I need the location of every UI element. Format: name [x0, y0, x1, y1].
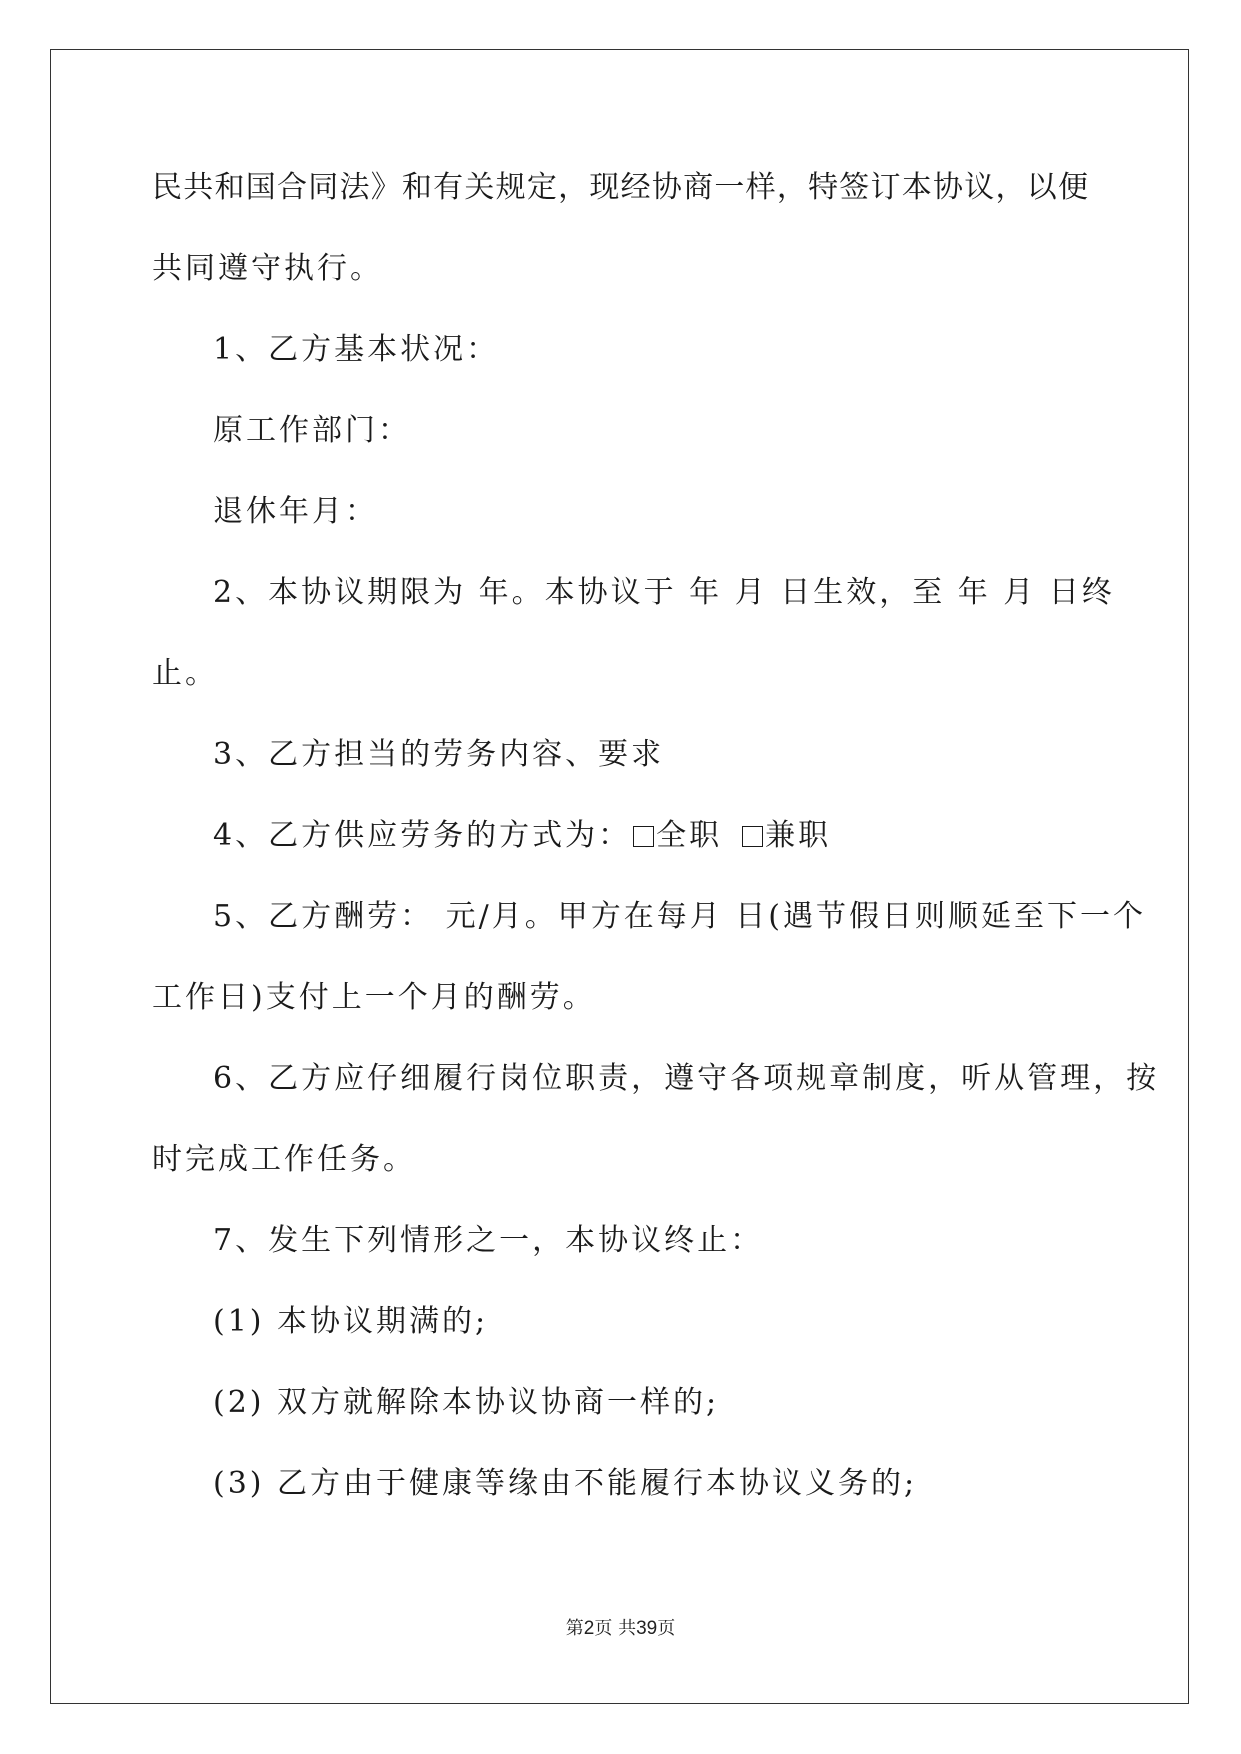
clause-7-item: (1) 本协议期满的;	[213, 1304, 489, 1339]
clause-6-line: 6、乙方应仔细履行岗位职责，遵守各项规章制度，听从管理，按	[213, 1061, 1160, 1096]
clause-7-item: (2) 双方就解除本协议协商一样的;	[213, 1385, 720, 1420]
total-pages-number: 39	[636, 1618, 658, 1639]
full-time-label: 全职	[656, 818, 723, 853]
clause-1-title: 1、乙方基本状况：	[213, 332, 500, 367]
full-time-checkbox[interactable]	[633, 826, 654, 847]
page-border	[50, 49, 1189, 1704]
clause-4	[213, 816, 831, 856]
clause-4-label: 4、乙方供应劳务的方式为：	[213, 818, 632, 853]
clause-5-line: 工作日)支付上一个月的酬劳。	[152, 980, 596, 1015]
paragraph-line: 共同遵守执行。	[152, 251, 383, 286]
footer-suffix: 页	[657, 1618, 676, 1639]
page-footer	[0, 1617, 1241, 1641]
retirement-date-field: 退休年月：	[213, 494, 378, 529]
clause-7-title: 7、发生下列情形之一，本协议终止：	[213, 1223, 764, 1258]
original-department-field: 原工作部门：	[213, 413, 411, 448]
part-time-label: 兼职	[765, 818, 832, 853]
clause-6-line: 时完成工作任务。	[152, 1142, 416, 1177]
clause-3: 3、乙方担当的劳务内容、要求	[213, 737, 665, 772]
footer-prefix: 第	[565, 1618, 584, 1639]
footer-middle: 页 共	[594, 1618, 637, 1639]
clause-2-line: 止。	[152, 656, 218, 691]
clause-7-item: (3) 乙方由于健康等缘由不能履行本协议义务的;	[213, 1466, 918, 1501]
paragraph-line: 民共和国合同法》和有关规定，现经协商一样，特签订本协议，以便	[152, 170, 1088, 205]
clause-5-line: 5、乙方酬劳： 元/月。甲方在每月 日(遇节假日则顺延至下一个	[213, 899, 1146, 934]
clause-2-line: 2、本协议期限为 年。本协议于 年 月 日生效，至 年 月 日终	[213, 575, 1115, 610]
part-time-checkbox[interactable]	[742, 826, 763, 847]
current-page-number: 2	[583, 1618, 595, 1639]
